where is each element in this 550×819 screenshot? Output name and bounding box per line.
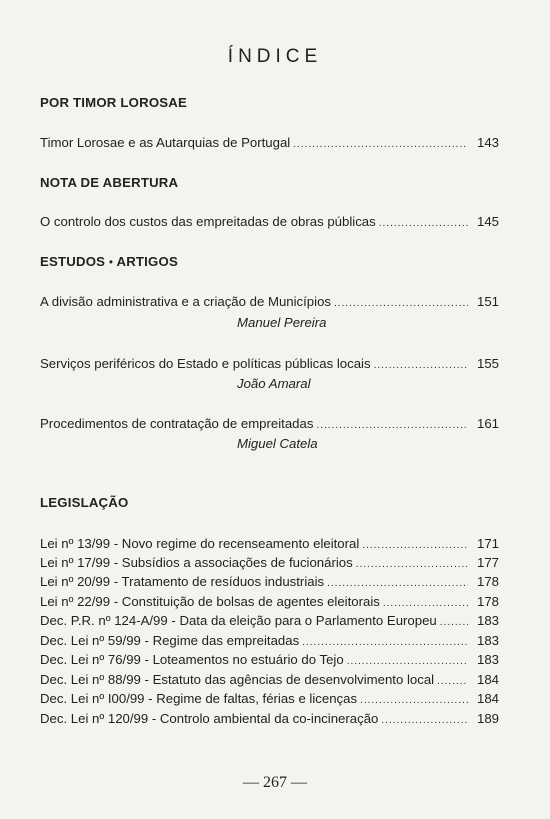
toc-entry[interactable]: [40, 536, 499, 551]
toc-entry-title: Dec. Lei nº 59/99 - Regime das empreitadas: [40, 633, 300, 648]
toc-entry-page: 161: [476, 416, 499, 431]
section-heading-legislacao: LEGISLAÇÃO: [40, 495, 129, 510]
toc-entry-title: Dec. Lei nº 88/99 - Estatuto das agências de desenvolvimento local: [40, 672, 435, 687]
dot-leader: [293, 139, 468, 150]
dot-leader: [356, 559, 468, 570]
toc-entry[interactable]: [40, 633, 499, 648]
section-heading-nota: NOTA DE ABERTURA: [40, 175, 179, 190]
toc-entry[interactable]: [40, 691, 499, 706]
toc-entry[interactable]: [40, 214, 499, 229]
toc-entry-page: 189: [476, 711, 499, 726]
toc-entry-title: Lei nº 13/99 - Novo regime do recenseamento eleitoral: [40, 536, 360, 551]
toc-entry[interactable]: [40, 574, 499, 589]
toc-entry[interactable]: [40, 416, 499, 431]
toc-entry-page: 143: [476, 135, 499, 150]
section-heading-estudos: [40, 254, 178, 269]
toc-entry-title: Dec. Lei nº 120/99 - Controlo ambiental da co-incineração: [40, 711, 379, 726]
toc-entry-page: 178: [476, 594, 499, 609]
toc-entry-title: Serviços periféricos do Estado e políticas públicas locais: [40, 356, 371, 371]
dot-leader: [302, 637, 468, 648]
toc-entry-page: 183: [476, 613, 499, 628]
toc-entry-page: 183: [476, 652, 499, 667]
dot-leader: [383, 598, 468, 609]
toc-entry-author: Manuel Pereira: [237, 315, 327, 330]
toc-entry[interactable]: [40, 594, 499, 609]
dot-leader: [316, 420, 468, 431]
toc-entry-title: O controlo dos custos das empreitadas de obras públicas: [40, 214, 376, 229]
toc-entry-page: 155: [476, 356, 499, 371]
toc-entry-title: A divisão administrativa e a criação de Municípios: [40, 294, 332, 309]
toc-entry-title: Lei nº 22/99 - Constituição de bolsas de agentes eleitorais: [40, 594, 380, 609]
toc-entry[interactable]: [40, 356, 499, 371]
toc-entry-page: 171: [476, 536, 499, 551]
dot-leader: [437, 676, 468, 687]
dot-leader: [327, 578, 468, 589]
section-heading-estudos-b: ARTIGOS: [116, 254, 178, 269]
dot-leader: [440, 617, 468, 628]
page-number: — 267 —: [243, 774, 307, 791]
toc-entry[interactable]: [40, 711, 499, 726]
section-heading-timor: POR TIMOR LOROSAE: [40, 95, 188, 110]
toc-entry-page: 184: [476, 672, 499, 687]
toc-entry-author: Miguel Catela: [237, 436, 318, 451]
toc-entry-page: 178: [476, 574, 499, 589]
toc-entry-title: Timor Lorosae e as Autarquias de Portugal: [40, 135, 291, 150]
toc-entry[interactable]: [40, 555, 499, 570]
toc-entry-title: Dec. Lei nº 76/99 - Loteamentos no estuário do Tejo: [40, 652, 344, 667]
bullet-icon: •: [109, 256, 114, 269]
dot-leader: [347, 656, 468, 667]
toc-entry[interactable]: [40, 672, 499, 687]
toc-entry-title: Dec. Lei nº I00/99 - Regime de faltas, férias e licenças: [40, 691, 358, 706]
dot-leader: [360, 695, 468, 706]
toc-entry[interactable]: [40, 613, 499, 628]
dot-leader: [379, 218, 468, 229]
dot-leader: [381, 715, 468, 726]
toc-entry[interactable]: [40, 294, 499, 309]
toc-entry[interactable]: [40, 652, 499, 667]
toc-entry-page: 183: [476, 633, 499, 648]
toc-entry-author: João Amaral: [237, 376, 311, 391]
toc-entry-page: 151: [476, 294, 499, 309]
toc-entry-title: Lei nº 17/99 - Subsídios a associações de fucionários: [40, 555, 353, 570]
dot-leader: [334, 298, 468, 309]
toc-entry[interactable]: [40, 135, 499, 150]
dot-leader: [362, 540, 468, 551]
section-heading-estudos-a: ESTUDOS: [40, 254, 106, 269]
page-title: ÍNDICE: [227, 46, 323, 67]
toc-entry-page: 145: [476, 214, 499, 229]
toc-entry-title: Lei nº 20/99 - Tratamento de resíduos industriais: [40, 574, 325, 589]
toc-entry-title: Dec. P.R. nº 124-A/99 - Data da eleição para o Parlamento Europeu: [40, 613, 437, 628]
toc-entry-page: 184: [476, 691, 499, 706]
dot-leader: [374, 360, 468, 371]
toc-entry-title: Procedimentos de contratação de empreitadas: [40, 416, 314, 431]
toc-entry-page: 177: [476, 555, 499, 570]
